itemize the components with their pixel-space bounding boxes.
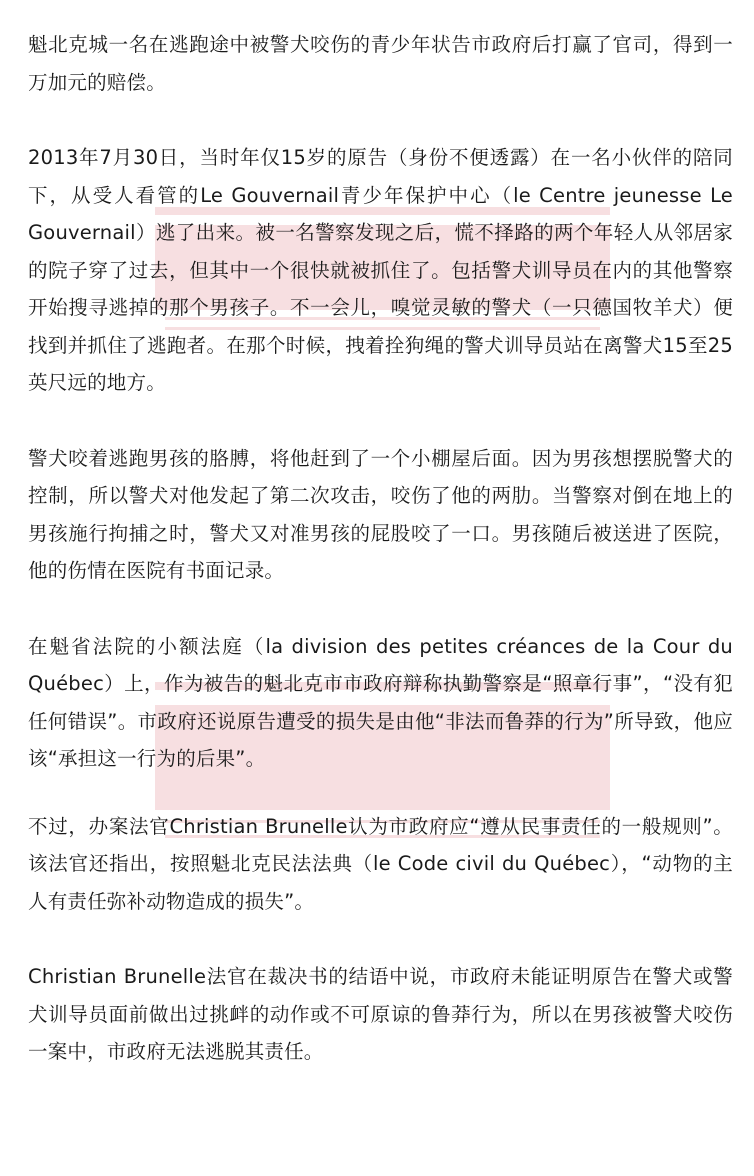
article-paragraph: 魁北克城一名在逃跑途中被警犬咬伤的青少年状告市政府后打赢了官司，得到一万加元的赔偿。 (28, 33, 733, 94)
article-body (28, 0, 733, 1071)
article-paragraph: 警犬咬着逃跑男孩的胳膊，将他赶到了一个小棚屋后面。因为男孩想摆脱警犬的控制，所以警犬对他发起了第二次攻击，咬伤了他的两肋。当警察对倒在地上的男孩施行拘捕之时，警犬又对准男孩的屁股咬了一口。男孩随后被送进了医院，他的伤情在医院有书面记录。 (28, 446, 733, 582)
article-paragraph: 在魁省法院的小额法庭（la division des petites créances de la Cour du Québec）上，作为被告的魁北克市市政府辩称执勤警察是“照章行事”，“没有犯任何错误”。市政府还说原告遭受的损失是由他“非法而鲁莽的行为”所导致，他应该“承担这一行为的后果”。 (28, 634, 733, 770)
article-paragraph: 不过，办案法官Christian Brunelle认为市政府应“遵从民事责任的一般规则”。该法官还指出，按照魁北克民法法典（le Code civil du Québec），“动物的主人有责任弥补动物造成的损失”。 (28, 814, 733, 913)
article-paragraph: Christian Brunelle法官在裁决书的结语中说，市政府未能证明原告在警犬或警犬训导员面前做出过挑衅的动作或不可原谅的鲁莽行为，所以在男孩被警犬咬伤一案中，市政府无法逃脱其责任。 (28, 965, 733, 1063)
article-paragraph: 2013年7月30日，当时年仅15岁的原告（身份不便透露）在一名小伙伴的陪同下，从受人看管的Le Gouvernail青少年保护中心（le Centre jeunesse Le Gouvernail）逃了出来。被一名警察发现之后，慌不择路的两个年轻人从邻居家的院子穿了过去，但其中一个很快就被抓住了。包括警犬训导员在内的其他警察开始搜寻逃掉的那个男孩子。不一会儿，嗅觉灵敏的警犬（一只德国牧羊犬）便找到并抓住了逃跑者。在那个时候，拽着拴狗绳的警犬训导员站在离警犬15至25英尺远的地方。 (28, 146, 733, 394)
